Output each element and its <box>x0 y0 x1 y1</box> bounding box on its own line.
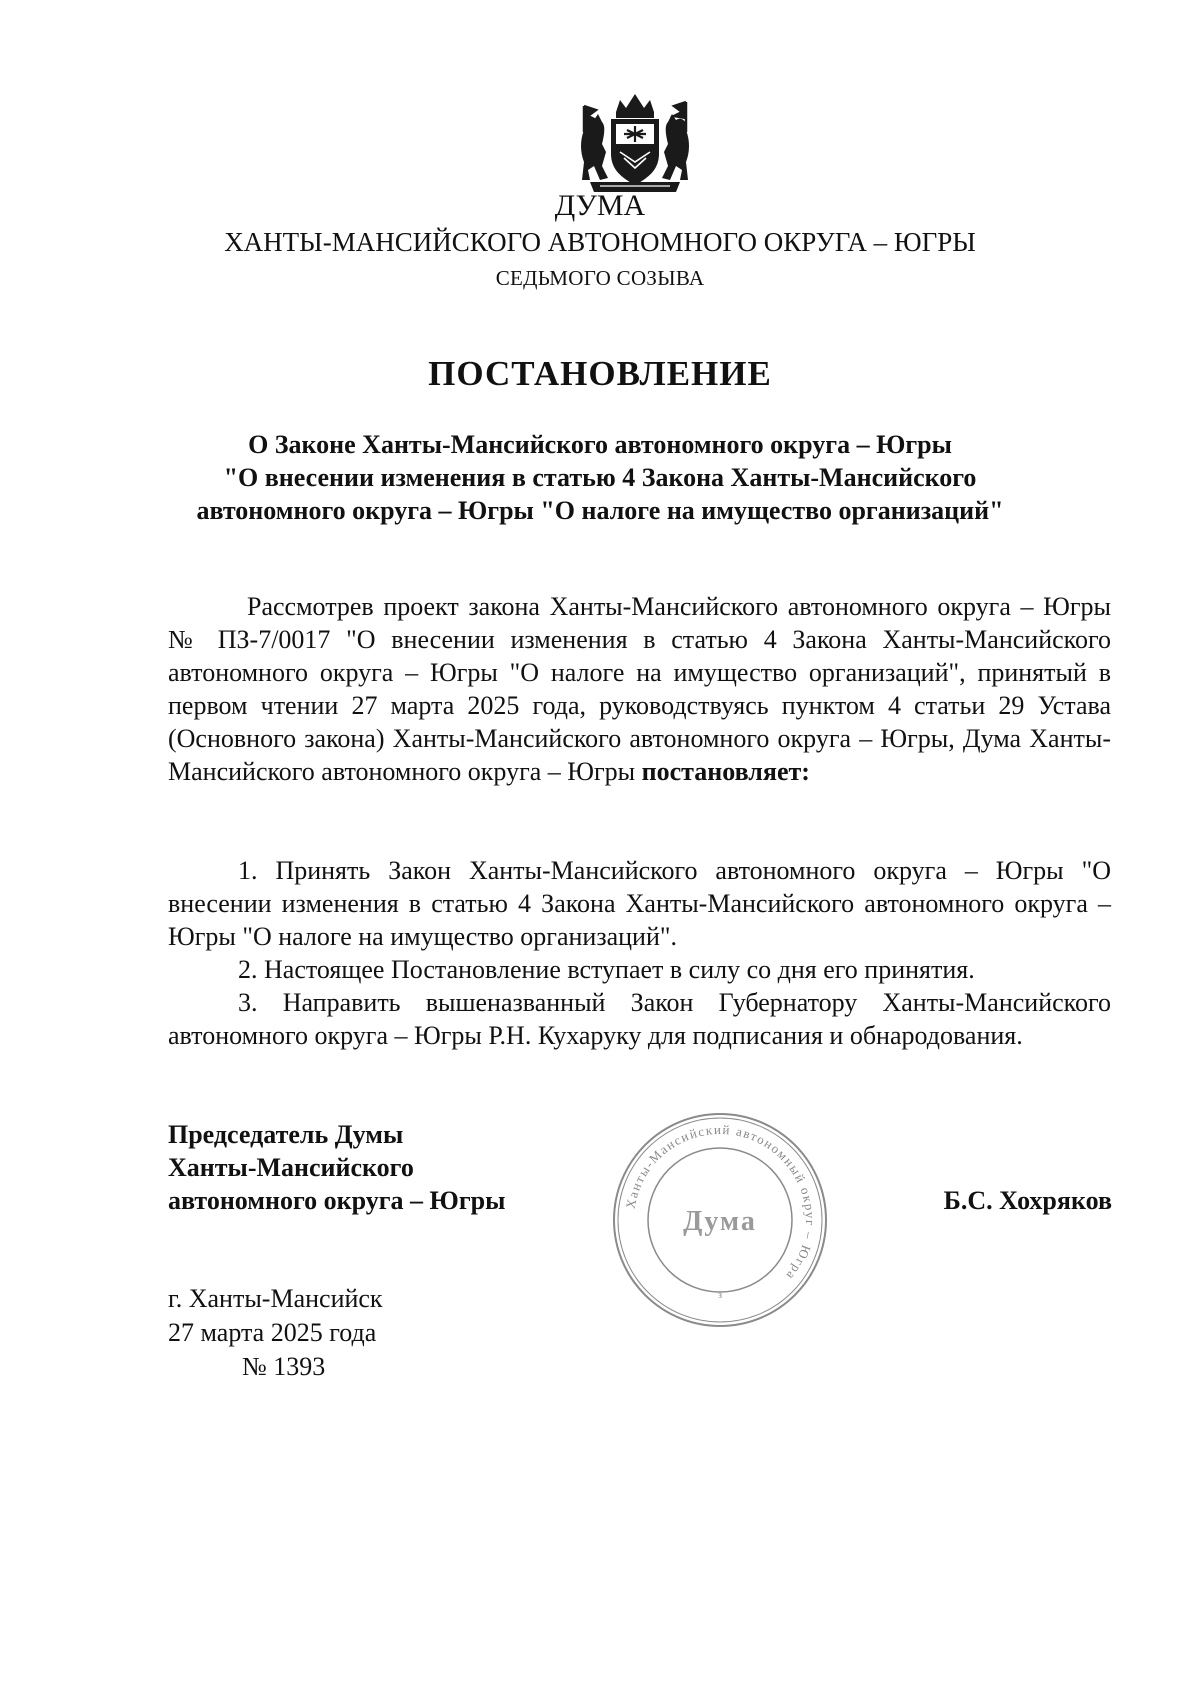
subject-line: "О внесении изменения в статью 4 Закона Ханты-Мансийского <box>223 463 977 492</box>
stamp-center-text: Дума <box>683 1206 757 1237</box>
preamble-text: Рассмотрев проект закона Ханты-Мансийского автономного округа – Югры № ПЗ-7/0017 "О внесении изменения в статью 4 Закона Ханты-Мансийского автономного округа – Югры "О налоге на имущество организаций", принятый в первом чтении 27 марта 2025 года, руководствуясь пунктом 4 статьи 29 Устава (Основного закона) Ханты-Мансийского автономного округа – Югры, Дума Ханты-Мансийского автономного округа – Югры <box>168 592 1111 786</box>
signatory-position-line: автономного округа – Югры <box>168 1186 506 1215</box>
khmao-coat-of-arms-icon <box>580 92 690 196</box>
document-date: 27 марта 2025 года <box>168 1318 377 1347</box>
signer-name: Б.С. Хохряков <box>943 1186 1112 1215</box>
resolution-item: 2. Настоящее Постановление вступает в силу со дня его принятия. <box>238 955 975 984</box>
signatory-position-line: Председатель Думы <box>168 1120 404 1149</box>
org-name: ДУМА <box>554 189 646 222</box>
document-type-title: ПОСТАНОВЛЕНИЕ <box>428 354 772 393</box>
convocation: СЕДЬМОГО СОЗЫВА <box>495 266 705 290</box>
document-number: № 1393 <box>242 1352 326 1381</box>
resolution-items <box>168 854 1111 1052</box>
resolution-item: 1. Принять Закон Ханты-Мансийского автономного округа – Югры "О внесении изменения в статью 4 Закона Ханты-Мансийского автономного округа – Югры "О налоге на имущество организаций". <box>168 856 1111 951</box>
subject-line: О Законе Ханты-Мансийского автономного округа – Югры <box>248 430 952 459</box>
stamp-small-mark: з <box>718 1290 722 1301</box>
official-stamp <box>610 1110 830 1330</box>
resolution-item: 3. Направить вышеназванный Закон Губернатору Ханты-Мансийского автономного округа – Югры Р.Н. Кухаруку для подписания и обнародования. <box>168 988 1111 1050</box>
svg-text:Ханты-Мансийский автономный ок <box>623 1122 818 1284</box>
preamble-paragraph <box>168 590 1111 788</box>
document-subject <box>150 428 1050 527</box>
signatory-position <box>168 1118 588 1217</box>
preamble-resolution-word: постановляет: <box>641 757 810 786</box>
stamp-ring-text: Ханты-Мансийский автономный округ – Югра <box>622 1121 819 1284</box>
document-city: г. Ханты-Мансийск <box>168 1284 383 1313</box>
signatory-position-line: Ханты-Мансийского <box>168 1153 414 1182</box>
org-region: ХАНТЫ-МАНСИЙСКОГО АВТОНОМНОГО ОКРУГА – ЮГРЫ <box>224 227 976 257</box>
subject-line: автономного округа – Югры "О налоге на имущество организаций" <box>196 496 1004 525</box>
document-place-date <box>168 1282 383 1384</box>
